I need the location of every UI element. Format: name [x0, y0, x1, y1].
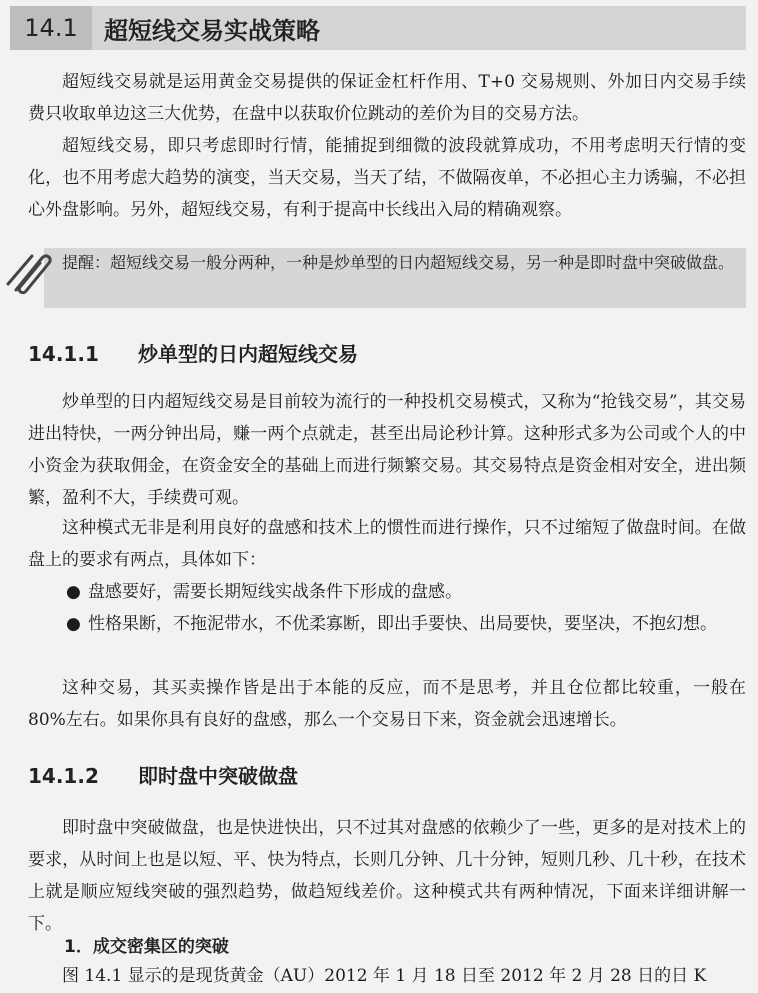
intro-paragraph-2: 超短线交易，即只考虑即时行情，能捕捉到细微的波段就算成功，不用考虑明天行情的变化，也不用考虑大趋势的演变，当天交易，当天了结，不做隔夜单，不必担心主力诱骗，不必担心外盘影响。另外，超短线交易，有利于提高中长线出入局的精确观察。 [28, 136, 746, 220]
subsection-2-number: 14.1.2 [28, 764, 99, 788]
subsection-1-title: 炒单型的日内超短线交易 [138, 342, 358, 366]
subsection-2-title: 即时盘中突破做盘 [138, 764, 298, 788]
subsection-2-paragraph-1: 即时盘中突破做盘，也是快进快出，只不过其对盘感的依赖少了一些，更多的是对技术上的要求，从时间上也是以短、平、快为特点，长则几分钟、几十分钟，短则几秒、几十秒，在技术上就是顺应短线突破的强烈趋势，做趋短线差价。这种模式共有两种情况，下面来详细讲解一下。 [28, 818, 746, 934]
bullet-dot-icon: ● [66, 614, 81, 634]
section-number: 14.1 [10, 6, 92, 50]
subsection-2-paragraph-2: 图 14.1 显示的是现货黄金（AU）2012 年 1 月 18 日至 2012 年 2 月 28 日的日 K [62, 966, 707, 986]
bullet-item-1: ● 盘感要好，需要长期短线实战条件下形成的盘感。 [66, 576, 758, 608]
subsection-2-subheading: 1．成交密集区的突破 [64, 937, 229, 957]
section-title: 超短线交易实战策略 [104, 16, 320, 45]
paperclip-icon [2, 244, 58, 300]
bullet-dot-icon: ● [66, 582, 81, 602]
bullet-item-2: ● 性格果断，不拖泥带水，不优柔寡断，即出手要快、出局要快，要坚决，不抱幻想。 [66, 608, 758, 640]
tip-text: 提醒：超短线交易一般分两种，一种是炒单型的日内超短线交易，另一种是即时盘中突破做盘。 [62, 253, 735, 272]
subsection-1-number: 14.1.1 [28, 342, 99, 366]
subsection-1-heading [28, 338, 358, 367]
subsection-1-paragraph-2: 这种模式无非是利用良好的盘感和技术上的惯性而进行操作，只不过缩短了做盘时间。在做盘上的要求有两点，具体如下： [28, 518, 746, 570]
subsection-1-paragraph-3: 这种交易，其买卖操作皆是出于本能的反应，而不是思考，并且仓位都比较重，一般在 80%左右。如果你具有良好的盘感，那么一个交易日下来，资金就会迅速增长。 [28, 678, 746, 730]
subsection-2-heading [28, 760, 298, 789]
subsection-1-paragraph-1: 炒单型的日内超短线交易是目前较为流行的一种投机交易模式，又称为“抢钱交易”，其交易进出特快，一两分钟出局，赚一两个点就走，甚至出局论秒计算。这种形式多为公司或个人的中小资金为获取佣金，在资金安全的基础上而进行频繁交易。其交易特点是资金相对安全，进出频繁，盈利不大，手续费可观。 [28, 392, 746, 508]
intro-paragraph-1: 超短线交易就是运用黄金交易提供的保证金杠杆作用、T+0 交易规则、外加日内交易手续费只收取单边这三大优势，在盘中以获取价位跳动的差价为目的交易方法。 [28, 72, 746, 124]
